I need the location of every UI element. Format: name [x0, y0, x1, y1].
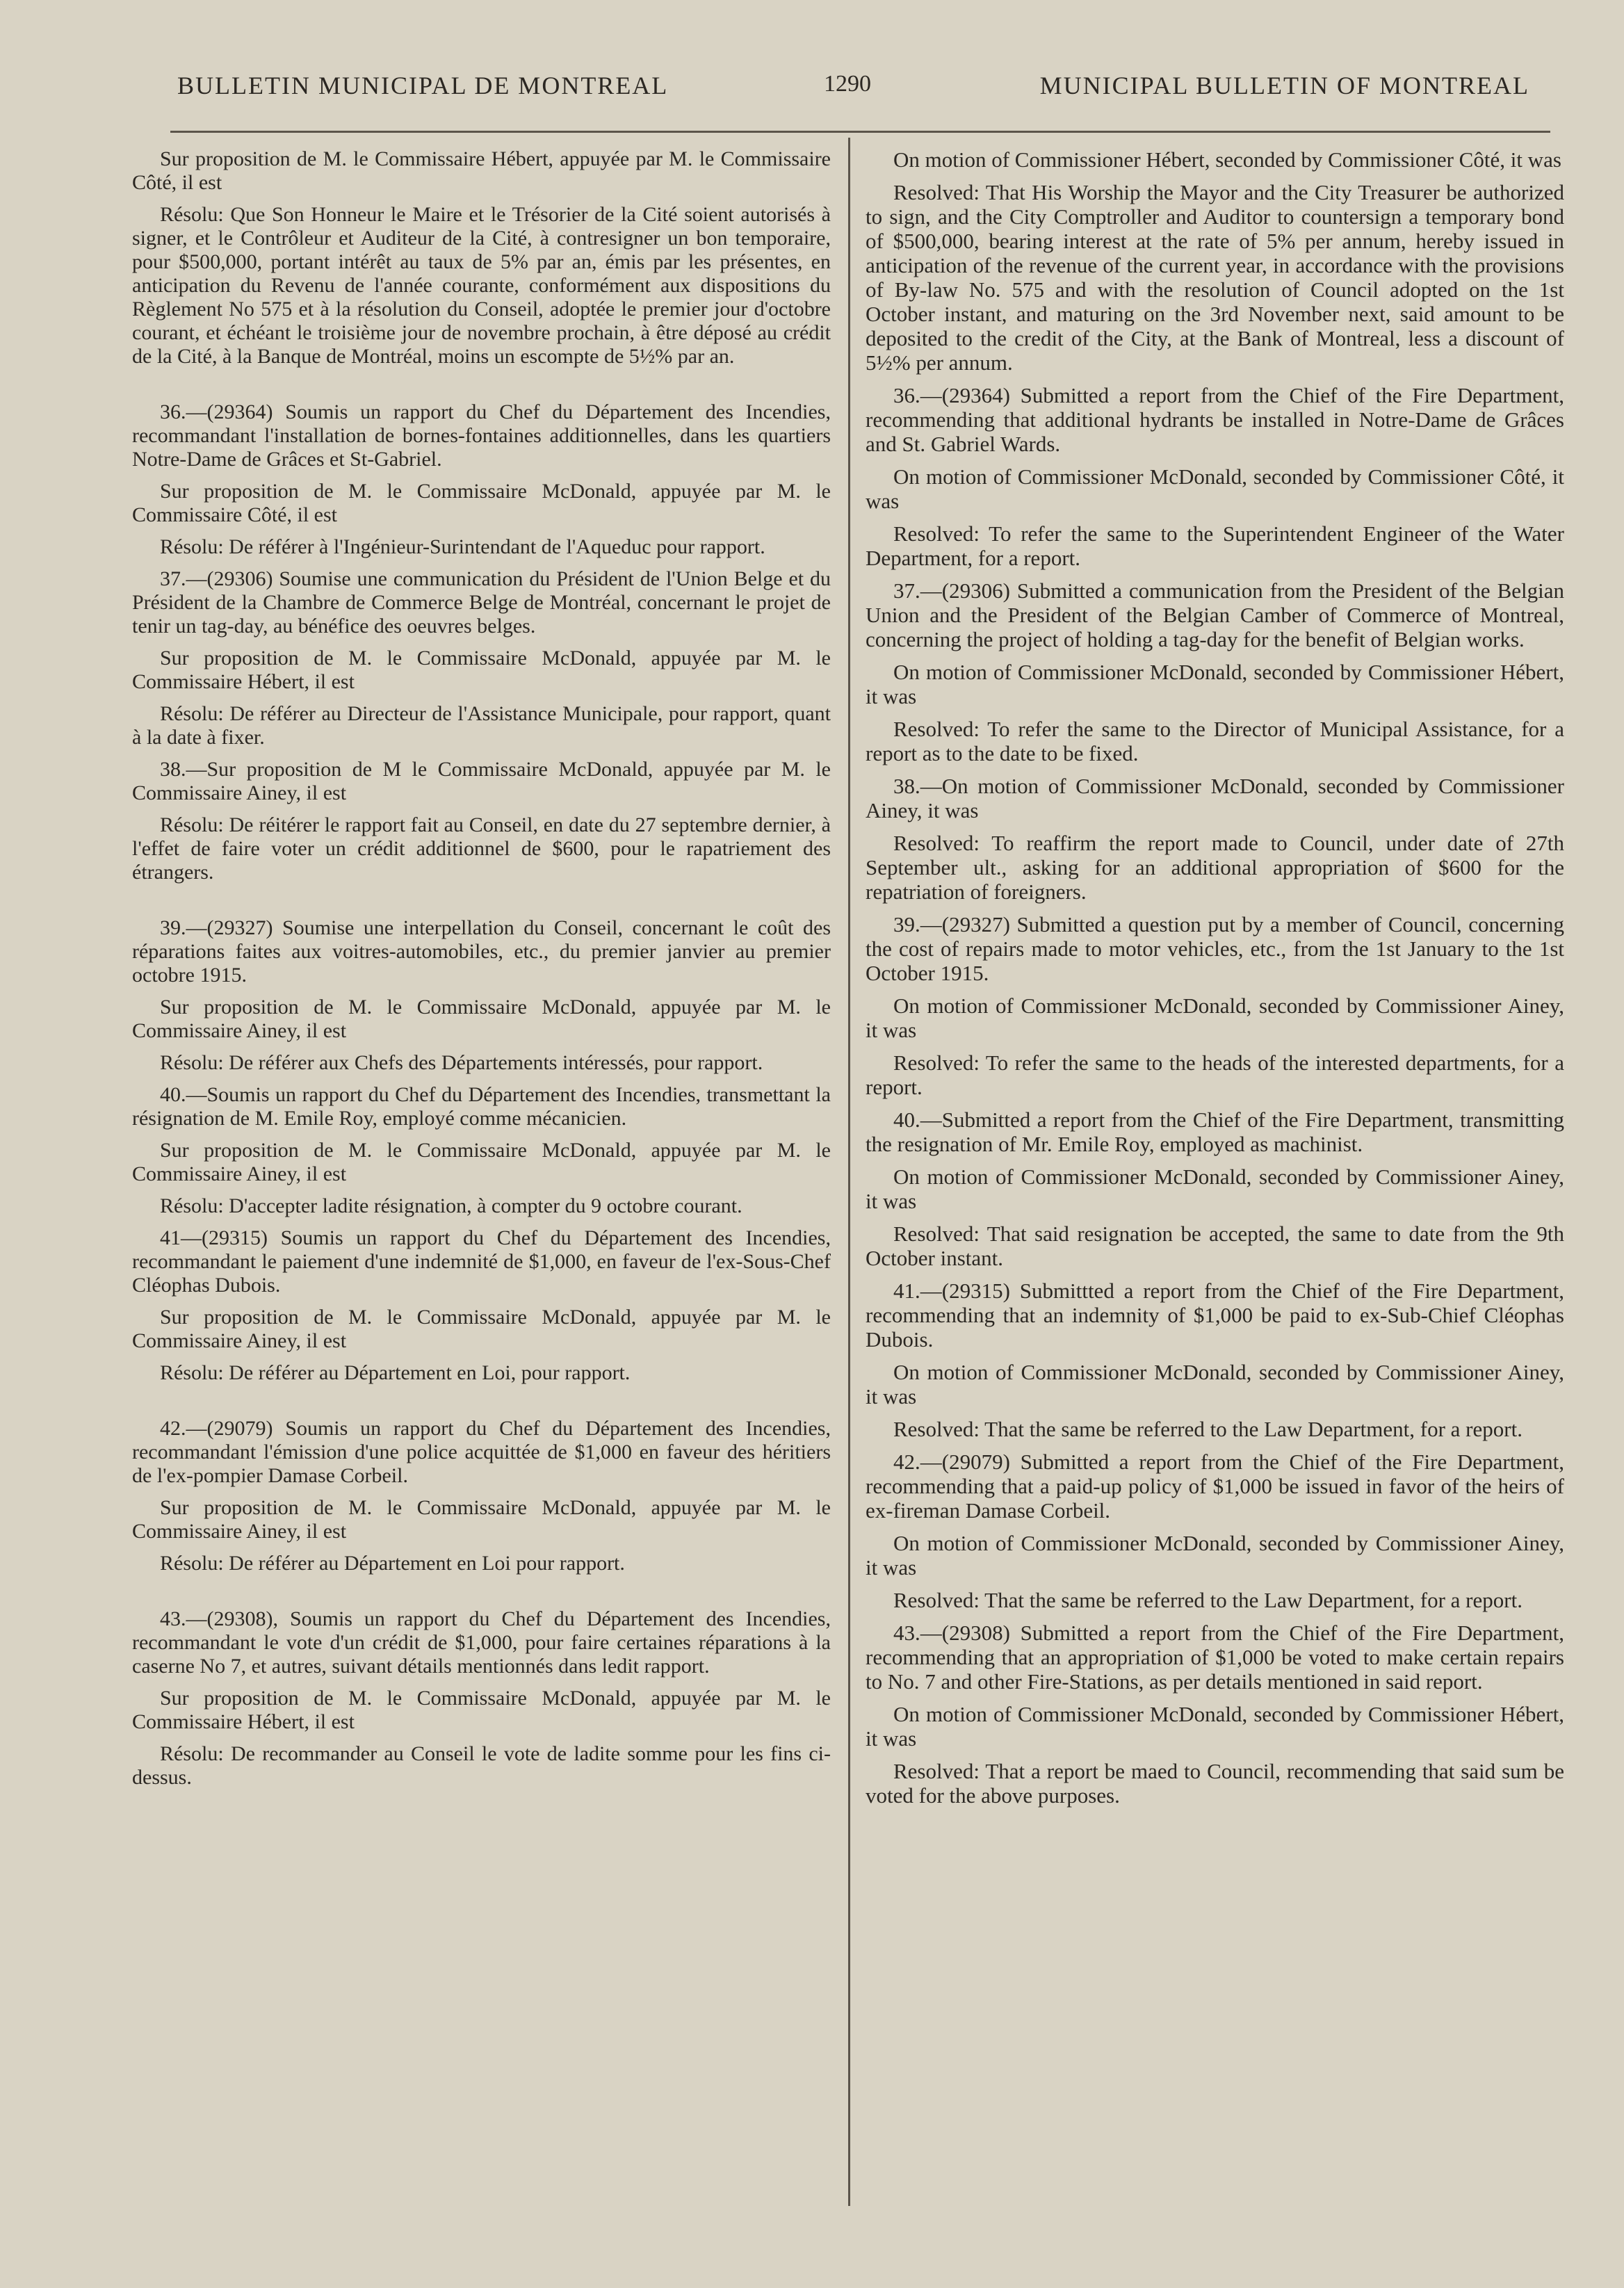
french-paragraph: Sur proposition de M. le Commissaire McDonald, appuyée par M. le Commissaire Ainey, il est: [132, 996, 831, 1042]
english-paragraph: 36.—(29364) Submitted a report from the Chief of the Fire Department, recommending that additional hydrants be installed in Notre-Dame de Grâces and St. Gabriel Wards.: [866, 383, 1564, 456]
english-paragraph: 43.—(29308) Submitted a report from the Chief of the Fire Department, recommending that an appropriation of $1,000 be voted to make certain repairs to No. 7 and other Fire-Stations, as per details mentioned in said report.: [866, 1621, 1564, 1694]
column-divider: [848, 138, 850, 2206]
french-paragraph: Sur proposition de M. le Commissaire McDonald, appuyée par M. le Commissaire Ainey, il est: [132, 1139, 831, 1185]
french-paragraph: Résolu: Que Son Honneur le Maire et le Trésorier de la Cité soient autorisés à signer, et le Contrôleur et Auditeur de la Cité, à contresigner un bon temporaire, pour $500,000, portant intérêt au taux de 5% par an, émis par les présentes, en anticipation du Revenu de l'année courante, conformément aux dispositions du Règlement No 575 et à la résolution du Conseil, adoptée le premier jour d'octobre courant, et échéant le troisième jour de novembre prochain, à être déposé au crédit de la Cité, à la Banque de Montréal, moins un escompte de 5½% par an.: [132, 203, 831, 368]
english-paragraph: 40.—Submitted a report from the Chief of the Fire Department, transmitting the resignation of Mr. Emile Roy, employed as machinist.: [866, 1108, 1564, 1156]
english-paragraph: Resolved: That the same be referred to the Law Department, for a report.: [893, 1588, 1522, 1612]
english-paragraph: Resolved: That the same be referred to the Law Department, for a report.: [893, 1417, 1522, 1441]
english-paragraph: 37.—(29306) Submitted a communication from the President of the Belgian Union and the President of the Belgian Camber of Commerce of Montreal, concerning the project of holding a tag-day for the benefit of Belgian works.: [866, 578, 1564, 651]
french-paragraph: 36.—(29364) Soumis un rapport du Chef du Département des Incendies, recommandant l'installation de bornes-fontaines additionnelles, dans les quartiers Notre-Dame de Grâces et St-Gabriel.: [132, 400, 831, 471]
french-paragraph: Résolu: D'accepter ladite résignation, à compter du 9 octobre courant.: [160, 1194, 742, 1217]
english-paragraph: On motion of Commissioner McDonald, seconded by Commissioner Ainey, it was: [866, 1531, 1564, 1580]
french-paragraph: Sur proposition de M. le Commissaire McDonald, appuyée par M. le Commissaire Ainey, il est: [132, 1496, 831, 1543]
header-rule: [170, 131, 1550, 133]
page-number: 1290: [824, 71, 871, 97]
french-paragraph: Sur proposition de M. le Commissaire McDonald, appuyée par M. le Commissaire Hébert, il est: [132, 1687, 831, 1733]
header-left-title: BULLETIN MUNICIPAL DE MONTREAL: [177, 72, 669, 99]
english-paragraph: On motion of Commissioner McDonald, seconded by Commissioner Hébert, it was: [866, 1702, 1564, 1751]
french-paragraph: Sur proposition de M. le Commissaire Hébert, appuyée par M. le Commissaire Côté, il est: [132, 147, 831, 194]
english-paragraph: 39.—(29327) Submitted a question put by a member of Council, concerning the cost of repairs made to motor vehicles, etc., from the 1st January to the 1st October 1915.: [866, 912, 1564, 985]
french-paragraph: Sur proposition de M. le Commissaire McDonald, appuyée par M. le Commissaire Ainey, il est: [132, 1306, 831, 1352]
english-paragraph: On motion of Commissioner McDonald, seconded by Commissioner Ainey, it was: [866, 1165, 1564, 1213]
french-paragraph: 39.—(29327) Soumise une interpellation du Conseil, concernant le coût des réparations faites aux voitres-automobiles, etc., du premier janvier au premier octobre 1915.: [132, 916, 831, 987]
french-paragraph: Résolu: De référer aux Chefs des Départements intéressés, pour rapport.: [160, 1051, 763, 1074]
english-paragraph: On motion of Commissioner McDonald, seconded by Commissioner Côté, it was: [866, 464, 1564, 513]
header-right-title: MUNICIPAL BULLETIN OF MONTREAL: [1039, 72, 1529, 99]
english-paragraph: Resolved: To refer the same to the heads of the interested departments, for a report.: [866, 1050, 1564, 1099]
french-paragraph: Résolu: De réitérer le rapport fait au Conseil, en date du 27 septembre dernier, à l'effet de faire voter un crédit additionnel de $600, pour le rapatriement des étrangers.: [132, 813, 831, 884]
english-paragraph: Resolved: To refer the same to the Superintendent Engineer of the Water Department, for a report.: [866, 521, 1564, 570]
english-column: [866, 147, 1564, 1816]
english-paragraph: Resolved: That His Worship the Mayor and the City Treasurer be authorized to sign, and the City Comptroller and Auditor to countersign a temporary bond of $500,000, bearing interest at the rate of 5% per annum, hereby issued in anticipation of the revenue of the current year, in accordance with the provisions of By-law No. 575 and with the resolution of Council adopted on the 1st October instant, and maturing on the 3rd November next, said amount to be deposited to the credit of the City, at the Bank of Montreal, less a discount of 5½% per annum.: [866, 180, 1564, 375]
english-paragraph: Resolved: That a report be maed to Council, recommending that said sum be voted for the above purposes.: [866, 1759, 1564, 1808]
french-paragraph: 38.—Sur proposition de M le Commissaire McDonald, appuyée par M. le Commissaire Ainey, il est: [132, 758, 831, 804]
french-paragraph: 40.—Soumis un rapport du Chef du Département des Incendies, transmettant la résignation de M. Emile Roy, employé comme mécanicien.: [132, 1083, 831, 1130]
french-paragraph: 37.—(29306) Soumise une communication du Président de l'Union Belge et du Président de la Chambre de Commerce Belge de Montréal, concernant le projet de tenir un tag-day, au bénéfice des oeuvres belges.: [132, 567, 831, 638]
french-paragraph: Résolu: De référer au Département en Loi, pour rapport.: [160, 1361, 631, 1384]
english-paragraph: On motion of Commissioner Hébert, seconded by Commissioner Côté, it was: [893, 147, 1561, 172]
french-paragraph: 41—(29315) Soumis un rapport du Chef du Département des Incendies, recommandant le paiement d'une indemnité de $1,000, en faveur de l'ex-Sous-Chef Cléophas Dubois.: [132, 1226, 831, 1297]
french-paragraph: Sur proposition de M. le Commissaire McDonald, appuyée par M. le Commissaire Hébert, il est: [132, 647, 831, 693]
french-paragraph: Résolu: De référer à l'Ingénieur-Surintendant de l'Aqueduc pour rapport.: [160, 535, 765, 558]
english-paragraph: 42.—(29079) Submitted a report from the Chief of the Fire Department, recommending that a paid-up policy of $1,000 be issued in favor of the heirs of ex-fireman Damase Corbeil.: [866, 1450, 1564, 1523]
french-paragraph: Résolu: De référer au Département en Loi pour rapport.: [160, 1552, 625, 1575]
french-paragraph: 43.—(29308), Soumis un rapport du Chef du Département des Incendies, recommandant le vote d'un crédit de $1,000, pour faire certaines réparations à la caserne No 7, et autres, suivant détails mentionnés dans ledit rapport.: [132, 1607, 831, 1678]
french-column: [132, 147, 831, 1798]
page-header: [177, 71, 1543, 113]
french-paragraph: Résolu: De référer au Directeur de l'Assistance Municipale, pour rapport, quant à la date à fixer.: [132, 702, 831, 749]
english-paragraph: Resolved: That said resignation be accepted, the same to date from the 9th October instant.: [866, 1222, 1564, 1270]
english-paragraph: 38.—On motion of Commissioner McDonald, seconded by Commissioner Ainey, it was: [866, 774, 1564, 822]
english-paragraph: Resolved: To reaffirm the report made to Council, under date of 27th September ult., asking for an additional appropriation of $600 for the repatriation of foreigners.: [866, 831, 1564, 904]
english-paragraph: Resolved: To refer the same to the Director of Municipal Assistance, for a report as to the date to be fixed.: [866, 717, 1564, 765]
french-paragraph: 42.—(29079) Soumis un rapport du Chef du Département des Incendies, recommandant l'émission d'une police acquittée de $1,000 en faveur des héritiers de l'ex-pompier Damase Corbeil.: [132, 1417, 831, 1487]
english-paragraph: On motion of Commissioner McDonald, seconded by Commissioner Ainey, it was: [866, 993, 1564, 1042]
french-paragraph: Sur proposition de M. le Commissaire McDonald, appuyée par M. le Commissaire Côté, il est: [132, 480, 831, 526]
english-paragraph: 41.—(29315) Submittted a report from the Chief of the Fire Department, recommending that an indemnity of $1,000 be paid to ex-Sub-Chief Cléophas Dubois.: [866, 1279, 1564, 1352]
french-paragraph: Résolu: De recommander au Conseil le vote de ladite somme pour les fins ci-dessus.: [132, 1742, 831, 1789]
english-paragraph: On motion of Commissioner McDonald, seconded by Commissioner Ainey, it was: [866, 1360, 1564, 1409]
english-paragraph: On motion of Commissioner McDonald, seconded by Commissioner Hébert, it was: [866, 660, 1564, 708]
